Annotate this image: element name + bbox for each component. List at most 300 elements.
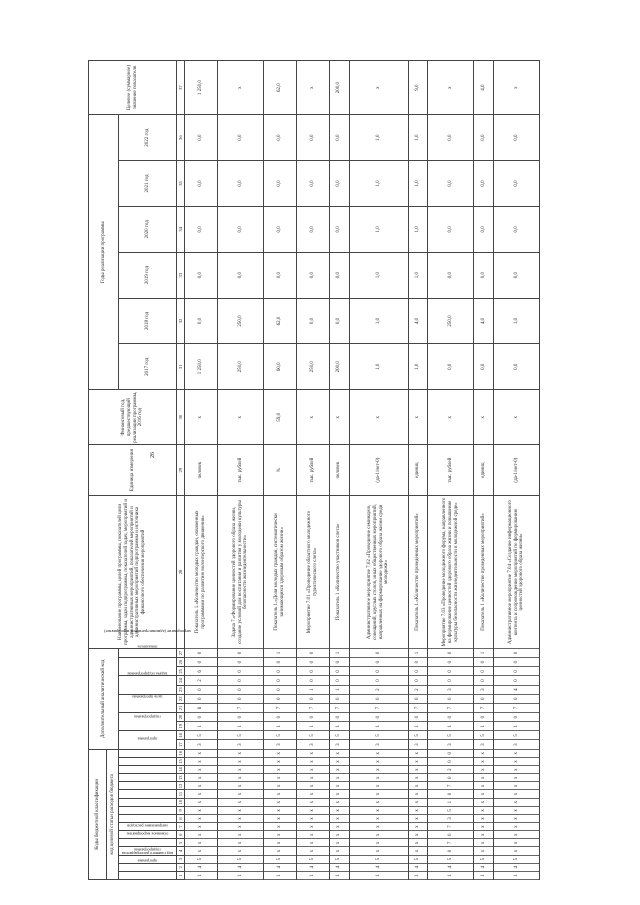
budget-subcol-8 bbox=[119, 814, 177, 822]
code-digit: 0 bbox=[474, 676, 494, 685]
code-digit: 4 bbox=[408, 863, 428, 871]
row-year-value: 0,0 bbox=[185, 298, 218, 344]
column-number-11: 11 bbox=[178, 791, 183, 797]
code-digit: x bbox=[408, 774, 428, 782]
row-target-value: x bbox=[218, 61, 264, 115]
code-digit: x bbox=[408, 790, 428, 798]
code-digit: 0 bbox=[474, 694, 494, 703]
code-digit: 0 bbox=[296, 713, 329, 722]
column-number-24: 24 bbox=[177, 676, 185, 685]
row-year-value: 0,0 bbox=[474, 161, 494, 207]
row-name: Показатель 1.«Количество проведенных мероприятий» bbox=[408, 496, 428, 649]
code-digit: x bbox=[494, 806, 540, 814]
code-digit: x bbox=[494, 766, 540, 774]
row-name: Показатель 1 «Количество проведенных мероприятий» bbox=[474, 496, 494, 649]
row-unit: тыс. рублей bbox=[296, 445, 329, 496]
code-digit: 0 bbox=[264, 658, 297, 667]
code-digit: 0 bbox=[428, 847, 474, 855]
code-digit: x bbox=[264, 774, 297, 782]
row-target-value: x bbox=[349, 61, 408, 115]
code-digit: x bbox=[474, 782, 494, 790]
column-number-31: 31 bbox=[177, 344, 185, 390]
name-column-header: Наименование программы, целей программы, показателей цели программы, задач подпрограммы, показателей задач, мероприятий и административных мероприятий, показателей мероприятий и административных мероприятий подпрограммы и источника финансового обеспечения мероприятий bbox=[89, 496, 177, 649]
column-number-13: 13 bbox=[178, 775, 183, 781]
row-year-value: 0,0 bbox=[264, 161, 297, 207]
year-header-5: 2021 год bbox=[119, 161, 177, 207]
column-number-33: 33 bbox=[177, 252, 185, 298]
code-digit: x bbox=[218, 814, 264, 822]
code-digit: 0 bbox=[264, 676, 297, 685]
code-digit: 0 bbox=[349, 667, 408, 676]
code-digit: x bbox=[218, 831, 264, 839]
column-number-18: 18 bbox=[177, 731, 185, 740]
code-digit: 0 bbox=[218, 667, 264, 676]
row-fin-year: x bbox=[428, 390, 474, 445]
code-digit: 2 bbox=[428, 766, 474, 774]
column-number-30: 30 bbox=[177, 390, 185, 445]
row-name: Задача 7.«Формирование ценностей здорового образа жизни, создание условий для воспитания и развития у молодежи культуры безопасности жизнедеятельности» bbox=[218, 496, 264, 649]
analytic-subcol-3-text: цель программы bbox=[132, 694, 163, 700]
code-digit: 0 bbox=[428, 713, 474, 722]
column-number-7: 7 bbox=[177, 823, 185, 831]
code-digit: 3 bbox=[296, 740, 329, 749]
code-digit: 1 bbox=[408, 871, 428, 879]
code-digit: x bbox=[494, 774, 540, 782]
code-digit: x bbox=[349, 839, 408, 847]
code-digit: x bbox=[474, 798, 494, 806]
code-digit: x bbox=[296, 806, 329, 814]
code-digit: x bbox=[494, 749, 540, 757]
code-digit: x bbox=[349, 806, 408, 814]
row-year-value: 250,0 bbox=[296, 344, 329, 390]
row-year-value: 0,0 bbox=[296, 252, 329, 298]
row-year-value: 1,0 bbox=[408, 115, 428, 161]
code-digit: x bbox=[329, 814, 349, 822]
year-header-3: 2019 год bbox=[119, 252, 177, 298]
row-year-value: 0,0 bbox=[428, 252, 474, 298]
column-number-5: 5 bbox=[177, 839, 185, 847]
code-digit: 7 bbox=[349, 703, 408, 712]
row-year-value: 0,0 bbox=[494, 252, 540, 298]
code-digit: x bbox=[264, 823, 297, 831]
column-number-2: 2 bbox=[177, 863, 185, 871]
table-row bbox=[218, 61, 264, 880]
code-digit: x bbox=[296, 774, 329, 782]
column-number-37: 37 bbox=[177, 61, 185, 115]
code-digit: x bbox=[408, 847, 428, 855]
column-number-23: 23 bbox=[177, 685, 185, 694]
row-year-value: 0,0 bbox=[218, 115, 264, 161]
code-digit: 5 bbox=[408, 855, 428, 863]
code-digit: x bbox=[329, 766, 349, 774]
code-digit: x bbox=[296, 847, 329, 855]
code-digit: x bbox=[296, 766, 329, 774]
code-digit: x bbox=[408, 839, 428, 847]
code-digit: 0 bbox=[474, 667, 494, 676]
column-number-28: 28 bbox=[177, 496, 185, 649]
code-digit: 0 bbox=[296, 676, 329, 685]
row-year-value: 0,0 bbox=[329, 298, 349, 344]
code-digit: 5 bbox=[218, 731, 264, 740]
code-digit: x bbox=[494, 823, 540, 831]
code-digit: x bbox=[218, 757, 264, 765]
code-digit: 5 bbox=[474, 855, 494, 863]
code-digit: 2 bbox=[185, 676, 218, 685]
row-year-value: 0,0 bbox=[296, 206, 329, 252]
code-digit: 1 bbox=[428, 798, 474, 806]
row-year-value: 1,0 bbox=[349, 161, 408, 207]
code-digit: 0 bbox=[264, 694, 297, 703]
code-digit: x bbox=[264, 782, 297, 790]
code-digit: 1 bbox=[349, 871, 408, 879]
code-digit: x bbox=[218, 806, 264, 814]
code-digit: x bbox=[296, 790, 329, 798]
row-year-value: 1,0 bbox=[349, 298, 408, 344]
code-digit: x bbox=[408, 782, 428, 790]
code-digit: x bbox=[264, 806, 297, 814]
code-digit: x bbox=[264, 847, 297, 855]
row-year-value: 1,0 bbox=[349, 115, 408, 161]
column-number-3: 3 bbox=[177, 855, 185, 863]
budget-subcol-14 bbox=[119, 766, 177, 774]
code-digit: 4 bbox=[474, 863, 494, 871]
code-digit: 3 bbox=[428, 685, 474, 694]
code-digit: x bbox=[474, 847, 494, 855]
table-row bbox=[185, 61, 218, 880]
code-digit: x bbox=[264, 757, 297, 765]
code-digit: x bbox=[408, 749, 428, 757]
code-digit: x bbox=[494, 790, 540, 798]
row-year-value: 1,0 bbox=[408, 252, 428, 298]
column-number-6: 6 bbox=[177, 831, 185, 839]
row-year-value: 0,0 bbox=[185, 115, 218, 161]
code-digit: 0 bbox=[329, 658, 349, 667]
code-digit: x bbox=[474, 766, 494, 774]
column-number-4: 4 bbox=[177, 847, 185, 855]
code-digit: x bbox=[349, 798, 408, 806]
code-digit: 7 bbox=[264, 703, 297, 712]
code-digit: 1 bbox=[329, 871, 349, 879]
code-digit: x bbox=[185, 757, 218, 765]
code-digit: 0 bbox=[428, 667, 474, 676]
row-target-value: 4,0 bbox=[474, 61, 494, 115]
row-year-value: 0,0 bbox=[264, 252, 297, 298]
code-digit: 5 bbox=[329, 731, 349, 740]
code-digit: x bbox=[296, 831, 329, 839]
row-year-value: 1,0 bbox=[408, 344, 428, 390]
column-number-21: 21 bbox=[177, 703, 185, 712]
code-digit: 4 bbox=[494, 685, 540, 694]
code-digit: 3 bbox=[218, 740, 264, 749]
table-row bbox=[474, 61, 494, 880]
row-year-value: 0,0 bbox=[428, 115, 474, 161]
row-year-value: 0,0 bbox=[185, 161, 218, 207]
row-target-value: 1 250,0 bbox=[185, 61, 218, 115]
row-fin-year: x bbox=[474, 390, 494, 445]
code-digit: 0 bbox=[329, 676, 349, 685]
row-year-value: 60,0 bbox=[264, 344, 297, 390]
code-digit: x bbox=[329, 798, 349, 806]
code-digit: 3 bbox=[474, 685, 494, 694]
column-number-27: 27 bbox=[177, 648, 185, 657]
code-digit: 0 bbox=[428, 658, 474, 667]
code-digit: 1 bbox=[428, 871, 474, 879]
code-digit: 4 bbox=[494, 863, 540, 871]
row-unit: единиц bbox=[474, 445, 494, 496]
code-digit: 1 bbox=[218, 722, 264, 731]
row-year-value: 0,0 bbox=[185, 206, 218, 252]
code-digit: x bbox=[329, 806, 349, 814]
code-digit: x bbox=[349, 814, 408, 822]
code-digit: 1 bbox=[494, 722, 540, 731]
code-digit: 0 bbox=[329, 713, 349, 722]
code-digit: 5 bbox=[349, 731, 408, 740]
code-digit: x bbox=[474, 774, 494, 782]
code-digit: 5 bbox=[264, 855, 297, 863]
code-digit: 5 bbox=[329, 855, 349, 863]
code-digit: x bbox=[264, 766, 297, 774]
column-number-9: 9 bbox=[177, 806, 185, 814]
code-digit: 1 bbox=[264, 871, 297, 879]
code-digit: x bbox=[329, 847, 349, 855]
code-digit: 3 bbox=[264, 740, 297, 749]
code-digit: x bbox=[218, 766, 264, 774]
code-digit: 0 bbox=[408, 676, 428, 685]
code-digit: 0 bbox=[494, 648, 540, 657]
row-unit: человек bbox=[185, 445, 218, 496]
code-digit: 1 bbox=[264, 722, 297, 731]
column-number-36: 36 bbox=[177, 115, 185, 161]
code-digit: 0 bbox=[296, 694, 329, 703]
code-digit: 0 bbox=[408, 667, 428, 676]
code-digit: 7 bbox=[296, 703, 329, 712]
code-digit: x bbox=[349, 831, 408, 839]
budget-subcol-10 bbox=[119, 798, 177, 806]
code-digit: x bbox=[218, 839, 264, 847]
analytic-subcol-2 bbox=[119, 713, 177, 731]
row-year-value: 0,0 bbox=[329, 115, 349, 161]
code-digit: 0 bbox=[185, 694, 218, 703]
row-year-value: 1,0 bbox=[349, 344, 408, 390]
code-digit: 5 bbox=[494, 731, 540, 740]
budget-subcol-11 bbox=[119, 790, 177, 798]
row-year-value: 0,0 bbox=[474, 115, 494, 161]
code-digit: x bbox=[264, 814, 297, 822]
code-digit: 1 bbox=[329, 722, 349, 731]
row-fin-year: x bbox=[408, 390, 428, 445]
table-row bbox=[428, 61, 474, 880]
column-number-14: 14 bbox=[178, 767, 183, 772]
header-row-1 bbox=[89, 61, 107, 880]
code-digit: 0 bbox=[349, 658, 408, 667]
row-unit: (да-1/нет-0) bbox=[494, 445, 540, 496]
code-digit: 0 bbox=[408, 713, 428, 722]
code-digit: 0 bbox=[218, 658, 264, 667]
row-year-value: 0,0 bbox=[494, 161, 540, 207]
row-target-value: x bbox=[296, 61, 329, 115]
code-digit: 1 bbox=[474, 722, 494, 731]
row-year-value: 0,0 bbox=[264, 206, 297, 252]
code-digit: x bbox=[185, 823, 218, 831]
code-digit: 0 bbox=[408, 694, 428, 703]
code-digit: 0 bbox=[428, 694, 474, 703]
code-digit: x bbox=[185, 831, 218, 839]
analytic-subcol-2-text: подпрограмма bbox=[133, 714, 161, 720]
code-digit: x bbox=[218, 823, 264, 831]
row-name: Показатель 1.«Количество молодых граждан, охваченных программами по развитию волонтерского движения» bbox=[185, 496, 218, 649]
code-digit: x bbox=[264, 831, 297, 839]
row-year-value: 0,0 bbox=[474, 252, 494, 298]
column-number-10: 10 bbox=[178, 799, 183, 805]
code-digit: 3 bbox=[494, 740, 540, 749]
code-digit: x bbox=[329, 774, 349, 782]
code-digit: 0 bbox=[408, 658, 428, 667]
code-digit: 0 bbox=[218, 648, 264, 657]
code-digit: 6 bbox=[185, 703, 218, 712]
column-number-34: 34 bbox=[177, 206, 185, 252]
row-year-value: 250,0 bbox=[428, 298, 474, 344]
row-year-value: 0,0 bbox=[494, 344, 540, 390]
code-digit: x bbox=[474, 839, 494, 847]
code-digit: 7 bbox=[329, 703, 349, 712]
code-digit: 0 bbox=[494, 676, 540, 685]
code-digit: x bbox=[349, 766, 408, 774]
row-year-value: 0,0 bbox=[494, 206, 540, 252]
code-digit: x bbox=[296, 839, 329, 847]
code-digit: 4 bbox=[329, 863, 349, 871]
code-digit: 1 bbox=[329, 648, 349, 657]
code-digit: 0 bbox=[494, 713, 540, 722]
code-digit: 0 bbox=[296, 658, 329, 667]
code-digit: 1 bbox=[185, 871, 218, 879]
row-target-value: x bbox=[494, 61, 540, 115]
code-digit: 7 bbox=[428, 823, 474, 831]
code-digit: x bbox=[218, 782, 264, 790]
budget-subcol-1-text: код главного распорядителя bbox=[121, 850, 173, 856]
budget-subcol-3-text: подпрограмма bbox=[133, 847, 161, 853]
code-digit: 1 bbox=[408, 648, 428, 657]
analytic-subcol-4 bbox=[119, 671, 177, 694]
code-digit: x bbox=[474, 823, 494, 831]
budget-subcol-13 bbox=[119, 774, 177, 782]
budget-subcol-12 bbox=[119, 782, 177, 790]
code-digit: x bbox=[349, 790, 408, 798]
row-unit: единиц bbox=[408, 445, 428, 496]
analytic-subcol-1-text: программа bbox=[137, 736, 157, 742]
code-digit: 0 bbox=[494, 658, 540, 667]
code-digit: 1 bbox=[494, 871, 540, 879]
row-year-value: 0,0 bbox=[218, 206, 264, 252]
code-digit: 5 bbox=[264, 731, 297, 740]
code-digit: 5 bbox=[218, 855, 264, 863]
column-number-29: 29 bbox=[177, 445, 185, 496]
row-year-value: 200,0 bbox=[329, 344, 349, 390]
code-digit: x bbox=[264, 749, 297, 757]
budget-class-header: Коды бюджетной классификации bbox=[89, 749, 107, 879]
code-digit: x bbox=[408, 757, 428, 765]
year-header-4: 2020 год bbox=[119, 206, 177, 252]
code-digit: 7 bbox=[408, 703, 428, 712]
table-row bbox=[349, 61, 408, 880]
table-row bbox=[296, 61, 329, 880]
column-number-26: 26 bbox=[177, 658, 185, 667]
code-digit: x bbox=[474, 757, 494, 765]
row-year-value: 1,0 bbox=[349, 252, 408, 298]
column-number-17: 17 bbox=[177, 740, 185, 749]
code-digit: 0 bbox=[349, 694, 408, 703]
code-digit: x bbox=[494, 757, 540, 765]
code-digit: 1 bbox=[408, 722, 428, 731]
code-digit: 5 bbox=[428, 855, 474, 863]
row-fin-year: x bbox=[218, 390, 264, 445]
unit-column-header: Единица измерения bbox=[89, 445, 177, 496]
row-fin-year: x bbox=[296, 390, 329, 445]
code-digit: 1 bbox=[296, 871, 329, 879]
row-fin-year: x bbox=[329, 390, 349, 445]
code-digit: x bbox=[474, 831, 494, 839]
code-digit: x bbox=[408, 798, 428, 806]
rotated-table-sheet bbox=[88, 60, 540, 880]
code-digit: x bbox=[349, 757, 408, 765]
code-digit: 1 bbox=[218, 871, 264, 879]
code-digit: 5 bbox=[185, 855, 218, 863]
year-header-1: 2017 год bbox=[119, 344, 177, 390]
row-unit: % bbox=[264, 445, 297, 496]
target-column-header: Целевое (суммарное) значение показателя bbox=[89, 61, 177, 115]
code-digit: 6 bbox=[185, 667, 218, 676]
code-digit: x bbox=[218, 774, 264, 782]
code-digit: x bbox=[185, 847, 218, 855]
row-fin-year: x bbox=[494, 390, 540, 445]
code-digit: x bbox=[349, 782, 408, 790]
code-digit: 0 bbox=[329, 667, 349, 676]
code-digit: 5 bbox=[494, 855, 540, 863]
code-digit: 0 bbox=[428, 676, 474, 685]
row-year-value: 0,0 bbox=[474, 344, 494, 390]
code-digit: 5 bbox=[349, 855, 408, 863]
code-digit: x bbox=[474, 790, 494, 798]
row-year-value: 1 250,0 bbox=[185, 344, 218, 390]
analytic-subcol-6-text: показатель bbox=[137, 644, 157, 650]
code-digit: 0 bbox=[428, 790, 474, 798]
row-unit: тыс. рублей bbox=[428, 445, 474, 496]
row-fin-year: 59,0 bbox=[264, 390, 297, 445]
code-digit: 4 bbox=[349, 863, 408, 871]
code-digit: 7 bbox=[428, 839, 474, 847]
year-header-2: 2018 год bbox=[119, 298, 177, 344]
row-unit: человек bbox=[329, 445, 349, 496]
code-digit: 0 bbox=[218, 713, 264, 722]
row-unit: тыс. рублей bbox=[218, 445, 264, 496]
analytic-subcol-4-text: задача подпрограммы bbox=[127, 671, 168, 677]
code-digit: x bbox=[494, 782, 540, 790]
row-year-value: 0,0 bbox=[494, 115, 540, 161]
code-digit: x bbox=[408, 814, 428, 822]
row-year-value: 0,0 bbox=[428, 161, 474, 207]
row-year-value: 0,0 bbox=[218, 252, 264, 298]
code-digit: x bbox=[474, 806, 494, 814]
row-year-value: 0,0 bbox=[474, 206, 494, 252]
code-digit: 1 bbox=[428, 722, 474, 731]
code-digit: 0 bbox=[296, 648, 329, 657]
code-digit: 3 bbox=[408, 740, 428, 749]
budget-subcol-2-text: программа bbox=[137, 858, 157, 864]
program-table bbox=[88, 60, 540, 880]
code-digit: 4 bbox=[218, 863, 264, 871]
analytic-code-header: Дополнительный аналитический код bbox=[89, 648, 119, 749]
code-digit: x bbox=[329, 790, 349, 798]
code-digit: 0 bbox=[185, 685, 218, 694]
